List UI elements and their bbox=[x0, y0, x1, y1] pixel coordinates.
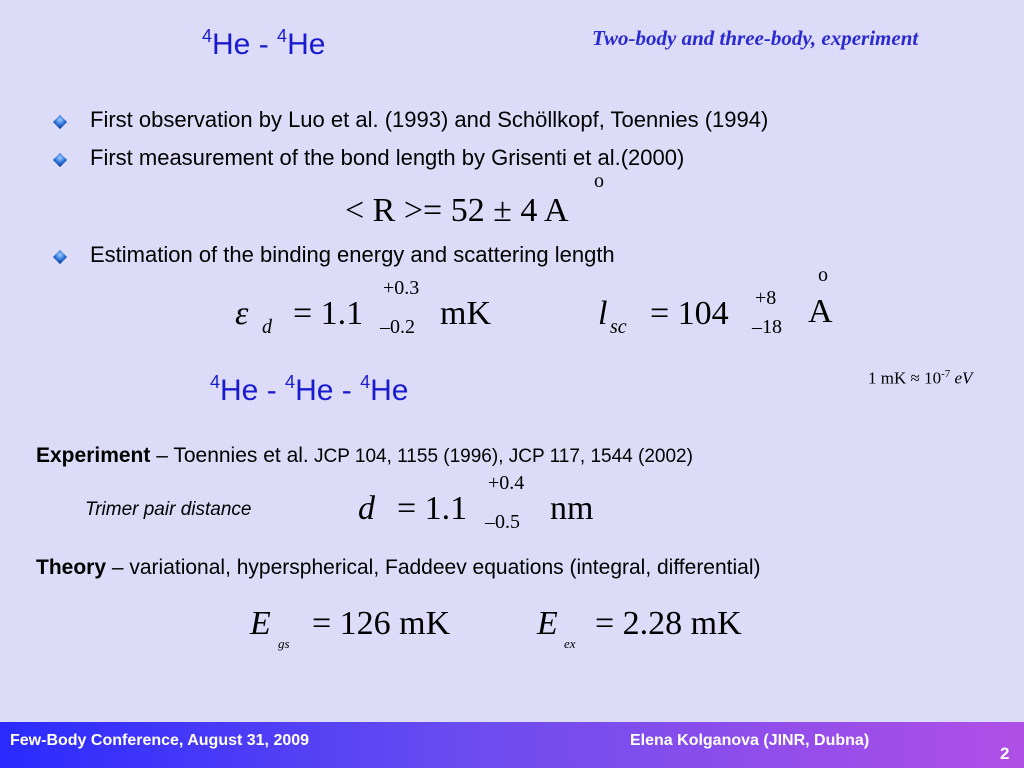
conversion-text: 1 mK ≈ 10 bbox=[868, 368, 942, 388]
superscript-error: +0.3 bbox=[383, 277, 420, 299]
bullet-icon bbox=[53, 153, 67, 167]
distance-value: = 1.1 bbox=[397, 490, 468, 527]
bullet-icon bbox=[53, 115, 67, 129]
title-separator: - bbox=[333, 374, 361, 407]
experiment-line bbox=[36, 444, 693, 468]
footer-bar bbox=[0, 722, 1024, 768]
isotope-number: 4 bbox=[277, 26, 288, 46]
equation-bond-length bbox=[345, 192, 569, 230]
slide-title bbox=[202, 28, 325, 62]
footer-conference: Few-Body Conference, August 31, 2009 bbox=[10, 732, 310, 749]
superscript-error: +8 bbox=[755, 287, 777, 309]
angstrom-unit: A bbox=[544, 192, 569, 229]
title-separator: - bbox=[250, 28, 278, 61]
theory-line bbox=[36, 556, 761, 580]
title-separator: - bbox=[258, 374, 286, 407]
trimer-label: Trimer pair distance bbox=[85, 499, 252, 520]
footer-author: Elena Kolganova (JINR, Dubna) bbox=[630, 732, 870, 749]
isotope-number: 4 bbox=[210, 372, 221, 392]
theory-text: – variational, hyperspherical, Faddeev equations (integral, differential) bbox=[106, 556, 761, 579]
superscript-error: +0.4 bbox=[488, 472, 525, 494]
experiment-references: JCP 104, 1155 (1996), JCP 117, 1544 (2002) bbox=[308, 446, 693, 467]
bullet-text: First observation by Luo et al. (1993) and Schöllkopf, Toennies (1994) bbox=[90, 107, 769, 132]
slide-subtitle: Two-body and three-body, experiment bbox=[592, 26, 919, 50]
element-symbol: He bbox=[295, 374, 334, 407]
subscript: gs bbox=[278, 636, 290, 651]
energy-ex-symbol: E bbox=[537, 605, 558, 642]
page-number: 2 bbox=[1000, 744, 1010, 763]
section-title-trimer bbox=[210, 374, 408, 408]
subscript-error: –18 bbox=[752, 316, 782, 338]
distance-unit: nm bbox=[550, 490, 594, 527]
bullet-icon bbox=[53, 250, 67, 264]
equation-binding-energy bbox=[235, 295, 248, 333]
length-symbol: l bbox=[598, 295, 608, 332]
angstrom-ring: o bbox=[818, 264, 828, 286]
energy-gs-value: = 126 mK bbox=[312, 605, 451, 642]
experiment-label: Experiment bbox=[36, 444, 151, 467]
energy-value: = 1.1 bbox=[293, 295, 364, 332]
element-symbol: He bbox=[370, 374, 409, 407]
length-value: = 104 bbox=[650, 295, 729, 332]
element-symbol: He bbox=[287, 28, 326, 61]
energy-gs-symbol: E bbox=[250, 605, 271, 642]
experiment-author: Toennies et al. bbox=[173, 444, 309, 467]
isotope-number: 4 bbox=[202, 26, 213, 46]
epsilon-symbol: ε bbox=[235, 295, 249, 332]
element-symbol: He bbox=[220, 374, 259, 407]
energy-ex-value: = 2.28 mK bbox=[595, 605, 742, 642]
equation-lhs: < R >= 52 ± 4 bbox=[345, 192, 538, 229]
theory-label: Theory bbox=[36, 556, 107, 579]
experiment-dash: – bbox=[150, 444, 174, 467]
energy-unit: mK bbox=[440, 295, 491, 332]
subscript-error: –0.2 bbox=[380, 316, 415, 338]
isotope-number: 4 bbox=[285, 372, 296, 392]
distance-symbol: d bbox=[358, 490, 375, 527]
element-symbol: He bbox=[212, 28, 251, 61]
conversion-note bbox=[868, 368, 972, 389]
bullet-text: Estimation of the binding energy and scattering length bbox=[90, 242, 615, 267]
angstrom-unit: A bbox=[808, 293, 833, 330]
subscript: sc bbox=[610, 316, 627, 338]
isotope-number: 4 bbox=[360, 372, 371, 392]
conversion-unit: eV bbox=[954, 368, 973, 388]
subscript-error: –0.5 bbox=[485, 511, 520, 533]
angstrom-ring: o bbox=[594, 170, 604, 192]
bullet-text: First measurement of the bond length by Grisenti et al.(2000) bbox=[90, 145, 685, 170]
subscript: ex bbox=[564, 636, 576, 651]
conversion-exponent: -7 bbox=[941, 368, 951, 380]
subscript: d bbox=[262, 316, 272, 338]
